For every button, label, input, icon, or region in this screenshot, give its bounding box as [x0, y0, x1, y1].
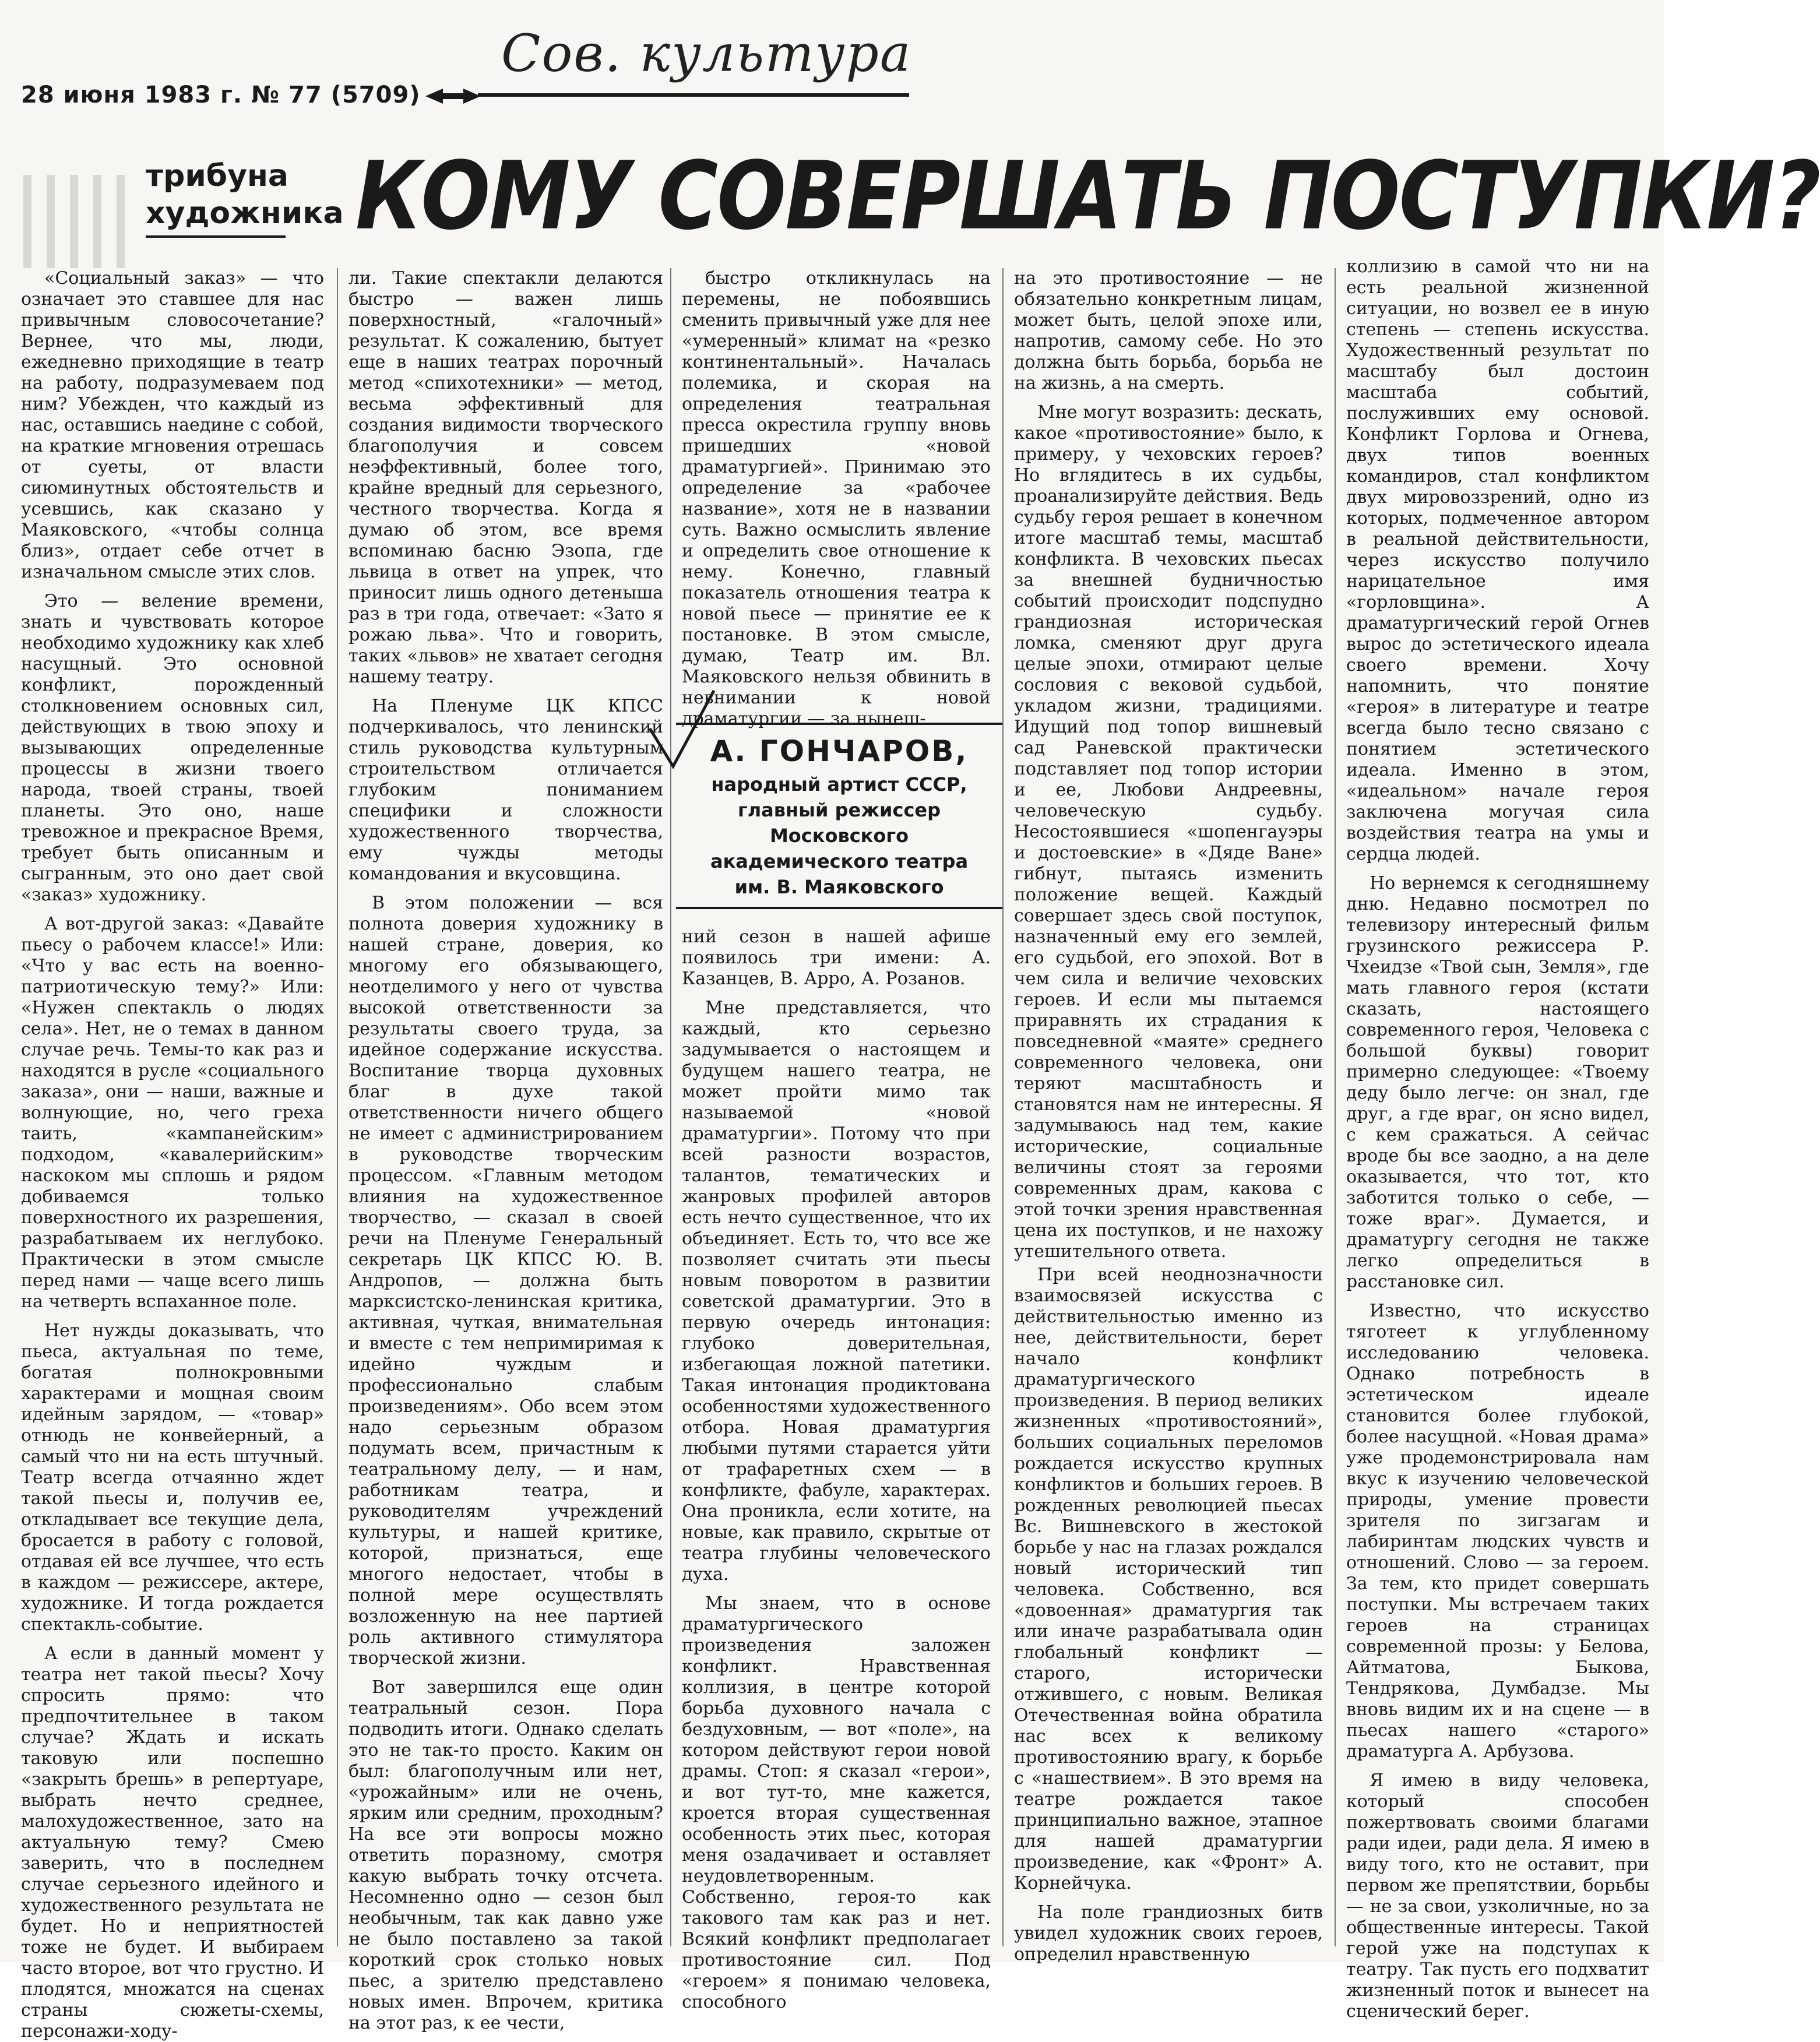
byline [676, 723, 1002, 909]
paragraph: Мне представляется, что каждый, кто серьезно задумывается о настоящем и будущем нашего театра, не может пройти мимо так называемой «новой драматургии». Потому что при всей разности возрастов, талантов, тематических и жанровых профилей авторов есть нечто существенное, что их объединяет. Есть то, что все же позволяет считать эти пьесы новым поворотом в развитии советской драматургии. Это в первую очередь интонация: глубоко доверительная, избегающая ложной патетики. Такая интонация продиктована особенностями художественного отбора. Новая драматургия любыми путями старается уйти от трафаретных схем — в конфликте, фабуле, характерах. Она проникла, если хотите, на новые, как правило, скрытые от театра глубины человеческого духа. [682, 998, 991, 1585]
paragraph: Мне могут возразить: дескать, какое «противостояние» было, к примеру, у чеховских героев? Но вглядитесь в их судьбы, проанализируйте действия. Ведь судьбу героя решает в конечном итоге масштаб темы, масштаб конфликта. В чеховских пьесах за внешней будничностью событий происходит подспудно грандиозная историческая ломка, сменяют друг друга целые эпохи, отмирают целые сословия с вековой судьбой, укладом жизни, традициями. Идущий под топор вишневый сад Раневской практически подставляет под топор истории и ее, Любови Андреевны, человеческую судьбу. Несостоявшиеся «шопенгауэры и достоевские» в «Дяде Ване» гибнут, пытаясь изменить положение вещей. Каждый совершает здесь свой поступок, назначенный ему его землей, его судьбой, его эпохой. Вот в чем сила и величие чеховских героев. И если мы пытаемся приравнять их страдания к повседневной «маяте» среднего современного человека, они теряют масштабность и становятся нам не интересны. Я задумываюсь над тем, какие исторические, социальные величины стоят за героями современных драм, какова с этой точки зрения нравственная цена их поступков, и не нахожу утешительного ответа. [1014, 402, 1323, 1262]
column-divider [1002, 268, 1004, 1946]
paragraph: На поле грандиозных битв увидел художник своих героев, определил нравственную [1014, 1902, 1323, 1964]
headline: КОМУ СОВЕРШАТЬ ПОСТУПКИ? [355, 142, 1820, 251]
author-title-line: главный режиссер [737, 799, 941, 821]
paragraph: коллизию в самой что ни на есть реальной жизненной ситуации, но возвел ее в иную степень — степень искусства. Художественный результат по масштабу был достоин масштаба событий, послуживших ему основой. Конфликт Горлова и Огнева, двух типов военных командиров, стал конфликтом двух мировоззрений, одно из которых, подмеченное автором в реальной действительности, через искусство получило нарицательное имя «горловщина». А драматургический герой Огнев вырос до эстетического идеала своего времени. Хочу напомнить, что понятие «героя» в литературе и театре всегда было тесно связано с понятием эстетического идеала. Именно в этом, «идеальном» начале героя заключена могучая сила воздействия театра на умы и сердца людей. [1346, 256, 1649, 864]
article-column-5 [1346, 256, 1649, 2022]
article-column-4-bottom [1014, 1265, 1323, 1964]
column-divider [337, 268, 338, 1946]
article-column-3-top [682, 268, 991, 729]
rubric-line-1: трибуна [146, 159, 289, 193]
column-divider [1335, 268, 1336, 1946]
author-name: А. ГОНЧАРОВ, [676, 723, 1002, 772]
rubric-line-2: художника [146, 196, 344, 231]
paragraph: Мы знаем, что в основе драматургического произведения заложен конфликт. Нравственная коллизия, в центре которой борьба духовного начала с бездуховным, — вот «поле», на котором действуют герои новой драмы. Стоп: я сказал «герои», и вот тут-то, мне кажется, кроется вторая существенная особенность этих пьес, которая меня озадачивает и оставляет неудовлетворенным. Собственно, героя-то как такового там как раз и нет. Всякий конфликт предполагает противостояние сил. Под «героем» я понимаю человека, способного [682, 1593, 991, 2012]
column-divider [670, 268, 671, 1946]
paragraph: ли. Такие спектакли делаются быстро — важен лишь поверхностный, «галочный» результат. К сожалению, бытует еще в наших театрах порочный метод «спихотехники» — метод, весьма эффективный для создания видимости творческого благополучия и совсем неэффективный, более того, крайне вредный для серьезного, честного творчества. Когда я думаю об этом, все время вспоминаю басню Эзопа, где львица в ответ на упрек, что приносит лишь одного детеныша раз в три года, отвечает: «Зато я рожаю льва». Что и говорить, таких «львов» не хватает сегодня нашему театру. [348, 268, 663, 687]
paragraph: «Социальный заказ» — что означает это ставшее для нас привычным словосочетание? Вернее, что мы, люди, ежедневно приходящие в театр на работу, подразумеваем под ним? Убежден, что каждый из нас, оставшись наедине с собой, на краткие мгновения отрешась от суеты, от власти сиюминутных обстоятельств и усевшись, как сказано у Маяковского, «чтобы солнца близ», отдает себе отчет в изначальном смысле этих слов. [21, 268, 324, 582]
author-title-line: академического театра [710, 850, 969, 872]
dateline: 28 июня 1983 г. № 77 (5709) [21, 82, 421, 108]
paragraph: Это — веление времени, знать и чувствовать которое необходимо художнику как хлеб насущный. Это основной конфликт, порожденный столкновением основных сил, действующих в твою эпоху и вызывающих определенные процессы в жизни твоего народа, твоей страны, твоей планеты. Это оно, наше тревожное и прекрасное Время, требует быть описанным и сыгранным, это оно дает свой «заказ» художнику. [21, 591, 324, 905]
paragraph: При всей неоднозначности взаимосвязей искусства с действительностью именно из нее, действительности, берет начало конфликт драматургического произведения. В период великих жизненных «противостояний», больших социальных переломов рождается искусство крупных конфликтов и больших героев. В рожденных революцией пьесах Вс. Вишневского в жестокой борьбе у нас на глазах рождался новый исторический тип человека. Собственно, вся «довоенная» драматургия так или иначе разрабатывала один глобальный конфликт — старого, исторически отжившего, с новым. Великая Отечественная война обратила нас всех к великому противостоянию врагу, к борьбе с «нашествием». В это время на театре рождается такое принципиально важное, этапное для нашей драматургии произведение, как «Фронт» А. Корнейчука. [1014, 1265, 1323, 1893]
paragraph: Но вернемся к сегодняшнему дню. Недавно посмотрел по телевизору интересный фильм грузинского режиссера Р. Чхеидзе «Твой сын, Земля», где мать главного героя (кстати сказать, настоящего современного героя, Человека с большой буквы) говорит примерно следующее: «Твоему деду было легче: он знал, где друг, а где враг, он ясно видел, с кем сражаться. А сейчас вроде бы все заодно, а на деле оказывается, что тот, кто заботится только о себе, — тоже враг». Думается, и драматургу сегодня не также легко определиться в расстановке сил. [1346, 873, 1649, 1292]
paragraph: Известно, что искусство тяготеет к углубленному исследованию человека. Однако потребность в эстетическом идеале становится более глубокой, более насущной. «Новая драма» уже продемонстрировала нам вкус к изучению человеческой природы, умение провести зрителя по зигзагам и лабиринтам людских чувств и отношений. Слово — за героем. За тем, кто придет совершать поступки. Мы встречаем таких героев на страницах современной прозы: у Белова, Айтматова, Быкова, Тендрякова, Думбадзе. Мы вновь видим их и на сцене — в пьесах нашего «старого» драматурга А. Арбузова. [1346, 1301, 1649, 1762]
paragraph: На Пленуме ЦК КПСС подчеркивалось, что ленинский стиль руководства культурным строительством отличается глубоким пониманием специфики и сложности художественного творчества, ему чужды методы командования и вкусовщина. [348, 696, 663, 884]
paragraph: Нет нужды доказывать, что пьеса, актуальная по теме, богатая полнокровными характерами и мощная своим идейным зарядом, — «товар» отнюдь не конвейерный, а самый что ни на есть штучный. Театр всегда отчаянно ждет такой пьесы и, получив ее, откладывает все текущие дела, бросается в работу с головой, отдавая ей все лучшее, что есть в каждом — режиссере, актере, художнике. И тогда рождается спектакль-событие. [21, 1321, 324, 1635]
paper-name-underline [478, 93, 909, 97]
author-title-line: Московского [769, 825, 909, 847]
author-title-line: им. В. Маяковского [734, 876, 944, 898]
author-title [676, 772, 1002, 909]
arrow-icon [425, 87, 481, 105]
paragraph: А если в данный момент у театра нет такой пьесы? Хочу спросить прямо: что предпочтительнее в таком случае? Ждать и искать таковую или поспешно «закрыть брешь» в репертуаре, выбрать нечто среднее, малохудожественное, зато на актуальную тему? Смею заверить, что в последнем случае серьезного идейного и художественного результата не будет. Но и неприятностей тоже не будет. И выбираем часто второе, вот что грустно. И плодятся, множатся на сценах страны сюжеты-схемы, персонажи-ходу- [21, 1643, 324, 2041]
paragraph: В этом положении — вся полнота доверия художнику в нашей стране, доверия, ко многому его обязывающего, неотделимого у него от чувства высокой ответственности за результаты своего труда, за идейное содержание искусства. Воспитание творца духовных благ в духе такой ответственности ничего общего не имеет с администрированием в руководстве творческим процессом. «Главным методом влияния на художественное творчество, — сказал в своей речи на Пленуме Генеральный секретарь ЦК КПСС Ю. В. Андропов, — должна быть марксистско-ленинская критика, активная, чуткая, внимательная и вместе с тем непримиримая к идейно чуждым и профессионально слабым произведениям». Обо всем этом надо серьезным образом подумать всем, причастным к театральному делу, — и нам, работникам театра, и руководителям учреждений культуры, и нашей критике, которой, признаться, еще многого недостает, чтобы в полной мере осуществлять возложенную на нее партией роль активного стимулятора творческой жизни. [348, 893, 663, 1668]
paragraph: быстро откликнулась на перемены, не побоявшись сменить привычный уже для нее «умеренный» климат на «резко континентальный». Началась полемика, и скорая на определения театральная пресса окрестила группу вновь пришедших «новой драматургией». Принимаю это определение за «рабочее название», хотя не в названии суть. Важно осмыслить явление и определить свое отношение к нему. Конечно, главный показатель отношения театра к новой пьесе — принятие ее к постановке. В этом смысле, думаю, Театр им. Вл. Маяковского нельзя обвинить в невнимании к новой драматургии — за нынеш- [682, 268, 991, 729]
bleed-through-texture [23, 175, 140, 268]
paragraph: ний сезон в нашей афише появилось три имени: А. Казанцев, В. Арро, А. Розанов. [682, 927, 991, 989]
article-column-2 [348, 268, 663, 2033]
paragraph: Вот завершился еще один театральный сезон. Пора подводить итоги. Однако сделать это не так-то просто. Каким он был: благополучным или нет, «урожайным» или не очень, ярким или средним, проходным? На все эти вопросы можно ответить поразному, смотря какую выбрать точку отсчета. Несомненно одно — сезон был необычным, так как давно уже не было поставлено за такой короткий срок столько новых пьес, а зрителю представлено новых имен. Впрочем, критика на этот раз, к ее чести, [348, 1677, 663, 2033]
article-column-1 [21, 268, 324, 2041]
handwritten-paper-name: Сов. культура [501, 23, 912, 83]
article-column-3-bottom [682, 927, 991, 2012]
article-column-4-top [1014, 268, 1323, 1262]
paragraph: Я имею в виду человека, который способен пожертвовать своими благами ради идеи, ради дела. Я имею в виду того, кто не оставит, при первом же препятствии, борьбы — не за свои, узколичные, но за общественные интересы. Такой герой уже на подступах к театру. Так пусть его подхватит жизненный поток и вынесет на сценический берег. [1346, 1770, 1649, 2022]
paragraph: А вот-другой заказ: «Давайте пьесу о рабочем классе!» Или: «Что у вас есть на военно-патриотическую тему?» Или: «Нужен спектакль о людях села». Нет, не о темах в данном случае речь. Темы-то как раз и находятся в русле «социального заказа», они — наши, важные и волнующие, но, чего греха таить, «кампанейским» подходом, «кавалерийским» наскоком мы сплошь и рядом добиваемся только поверхностного их разрешения, разрабатываем их неглубоко. Практически в этом смысле перед нами — чаще всего лишь на четверть вспаханное поле. [21, 914, 324, 1312]
rubric [146, 157, 344, 238]
paragraph: на это противостояние — не обязательно конкретным лицам, может быть, целой эпохе или, напротив, самому себе. Но это должна быть борьба, борьба не на жизнь, а на смерть. [1014, 268, 1323, 393]
author-title-line: народный артист СССР, [711, 773, 967, 795]
